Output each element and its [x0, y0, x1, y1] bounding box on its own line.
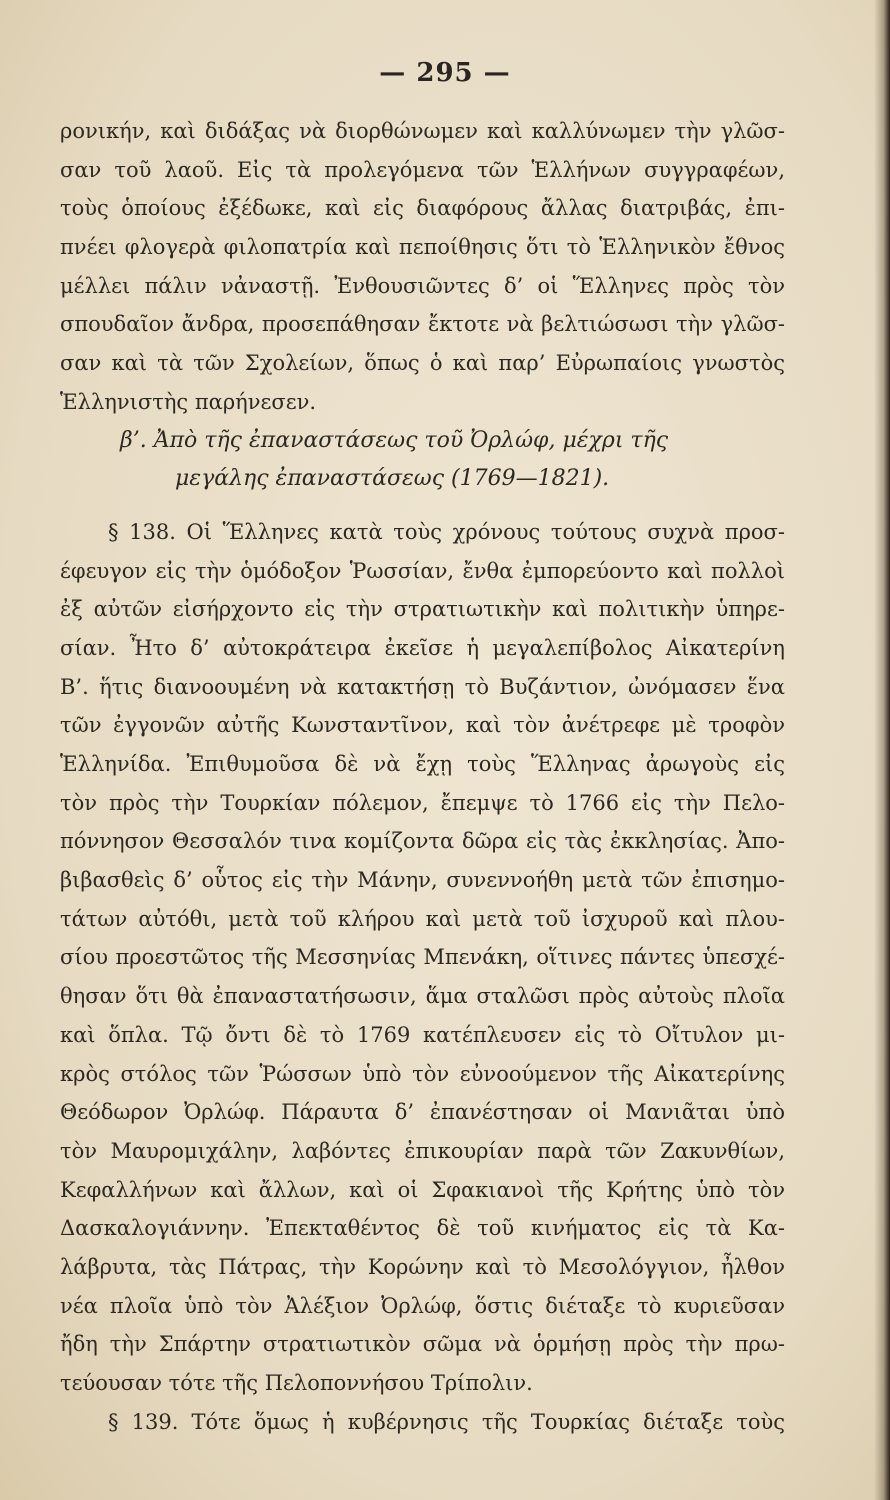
text-line: Β’. ἥτις διανοουμένη νὰ κατακτήσῃ τὸ Βυζάντιον, ὠνόμασεν ἕνα	[60, 674, 785, 699]
text-line: θησαν ὅτι θὰ ἐπαναστατήσωσιν, ἅμα σταλῶσι πρὸς αὐτοὺς πλοῖα	[60, 984, 785, 1009]
text-line: τοὺς ὁποίους ἐξέδωκε, καὶ εἰς διαφόρους ἄλλας διατριβάς, ἐπι-	[60, 196, 785, 221]
text-line: τεύουσαν τότε τῆς Πελοποννήσου Τρίπολιν.	[60, 1371, 533, 1395]
text-line: σαν τοῦ λαοῦ. Εἰς τὰ προλεγόμενα τῶν Ἑλλήνων συγγραφέων,	[60, 157, 785, 182]
text-line: Θεόδωρον Ὀρλώφ. Πάραυτα δ’ ἐπανέστησαν οἱ Μανιᾶται ὑπὸ	[60, 1100, 785, 1125]
text-line: τὸν Μαυρομιχάλην, λαβόντες ἐπικουρίαν παρὰ τῶν Ζακυνθίων,	[60, 1138, 785, 1163]
text-line: Κεφαλλήνων καὶ ἄλλων, καὶ οἱ Σφακιανοὶ τῆς Κρήτης ὑπὸ τὸν	[60, 1177, 785, 1202]
page-number: — 295 —	[379, 58, 511, 88]
text-line: βιβασθεὶς δ’ οὗτος εἰς τὴν Μάνην, συνεννοήθη μετὰ τῶν ἐπισημο-	[60, 868, 785, 893]
text-line: § 138. Οἱ Ἕλληνες κατὰ τοὺς χρόνους τούτους συχνὰ προσ-	[108, 519, 785, 544]
section-heading-line-2: μεγάλης ἐπαναστάσεως (1769—1821).	[175, 466, 610, 492]
text-line: νέα πλοῖα ὑπὸ τὸν Ἀλέξιον Ὀρλώφ, ὅστις διέταξε τὸ κυριεῦσαν	[60, 1293, 785, 1318]
text-line: ἤδη τὴν Σπάρτην στρατιωτικὸν σῶμα νὰ ὁρμήσῃ πρὸς τὴν πρω-	[60, 1332, 785, 1357]
text-line: τάτων αὐτόθι, μετὰ τοῦ κλήρου καὶ μετὰ τοῦ ἰσχυροῦ καὶ πλου-	[60, 906, 785, 931]
page-body	[60, 112, 785, 1441]
text-line: σαν καὶ τὰ τῶν Σχολείων, ὅπως ὁ καὶ παρ’ Εὐρωπαίοις γνωστὸς	[60, 351, 785, 376]
text-line: Ἑλληνίδα. Ἐπιθυμοῦσα δὲ νὰ ἔχῃ τοὺς Ἕλληνας ἀρωγοὺς εἰς	[60, 752, 785, 776]
text-line: ἐξ αὐτῶν εἰσήρχοντο εἰς τὴν στρατιωτικὴν καὶ πολιτικὴν ὑπηρε-	[60, 597, 785, 622]
text-line: τὸν πρὸς τὴν Τουρκίαν πόλεμον, ἔπεμψε τὸ 1766 εἰς τὴν Πελο-	[60, 790, 785, 815]
text-line: Ἑλληνιστὴς παρήνεσεν.	[60, 389, 317, 414]
text-line: μέλλει πάλιν νἀναστῇ. Ἐνθουσιῶντες δ’ οἱ Ἕλληνες πρὸς τὸν	[60, 273, 785, 298]
text-line: σίου προεστῶτος τῆς Μεσσηνίας Μπενάκη, οἵτινες πάντες ὑπεσχέ-	[60, 945, 785, 970]
section-heading-line-1: β’. Ἀπὸ τῆς ἐπαναστάσεως τοῦ Ὀρλώφ, μέχρι τῆς	[120, 427, 669, 453]
text-line: λάβρυτα, τὰς Πάτρας, τὴν Κορώνην καὶ τὸ Μεσολόγγιον, ἦλθον	[60, 1254, 785, 1279]
text-line: τῶν ἐγγονῶν αὐτῆς Κωνσταντῖνον, καὶ τὸν ἀνέτρεφε μὲ τροφὸν	[60, 713, 785, 738]
text-line: καὶ ὅπλα. Τῷ ὄντι δὲ τὸ 1769 κατέπλευσεν εἰς τὸ Οἴτυλον μι-	[60, 1022, 785, 1047]
text-line: έφευγον εἰς τὴν ὁμόδοξον Ῥωσσίαν, ἔνθα ἐμπορεύοντο καὶ πολλοὶ	[60, 558, 785, 583]
text-line: σίαν. Ἦτο δ’ αὐτοκράτειρα ἐκεῖσε ἡ μεγαλεπίβολος Αἰκατερίνη	[60, 635, 785, 660]
text-line: κρὸς στόλος τῶν Ῥώσσων ὑπὸ τὸν εὐνοούμενον τῆς Αἰκατερίνης	[60, 1061, 785, 1086]
text-line: πόννησον Θεσσαλόν τινα κομίζοντα δῶρα εἰς τὰς ἐκκλησίας. Ἀπο-	[60, 829, 785, 854]
page-spine-shadow	[874, 0, 890, 1500]
paragraph-gap	[60, 499, 785, 513]
text-line: σπουδαῖον ἄνδρα, προσεπάθησαν ἔκτοτε νὰ βελτιώσωσι τὴν γλῶσ-	[60, 312, 785, 337]
text-line: Δασκαλογιάννην. Ἐπεκταθέντος δὲ τοῦ κινήματος εἰς τὰ Κα-	[60, 1216, 785, 1241]
text-line: § 139. Τότε ὅμως ἡ κυβέρνησις τῆς Τουρκίας διέταξε τοὺς	[108, 1409, 785, 1434]
text-line: πνέει φλογερὰ φιλοπατρία καὶ πεποίθησις ὅτι τὸ Ἑλληνικὸν ἔθνος	[60, 235, 785, 260]
text-line: ρονικήν, καὶ διδάξας νὰ διορθώνωμεν καὶ καλλύνωμεν τὴν γλῶσ-	[60, 119, 785, 143]
